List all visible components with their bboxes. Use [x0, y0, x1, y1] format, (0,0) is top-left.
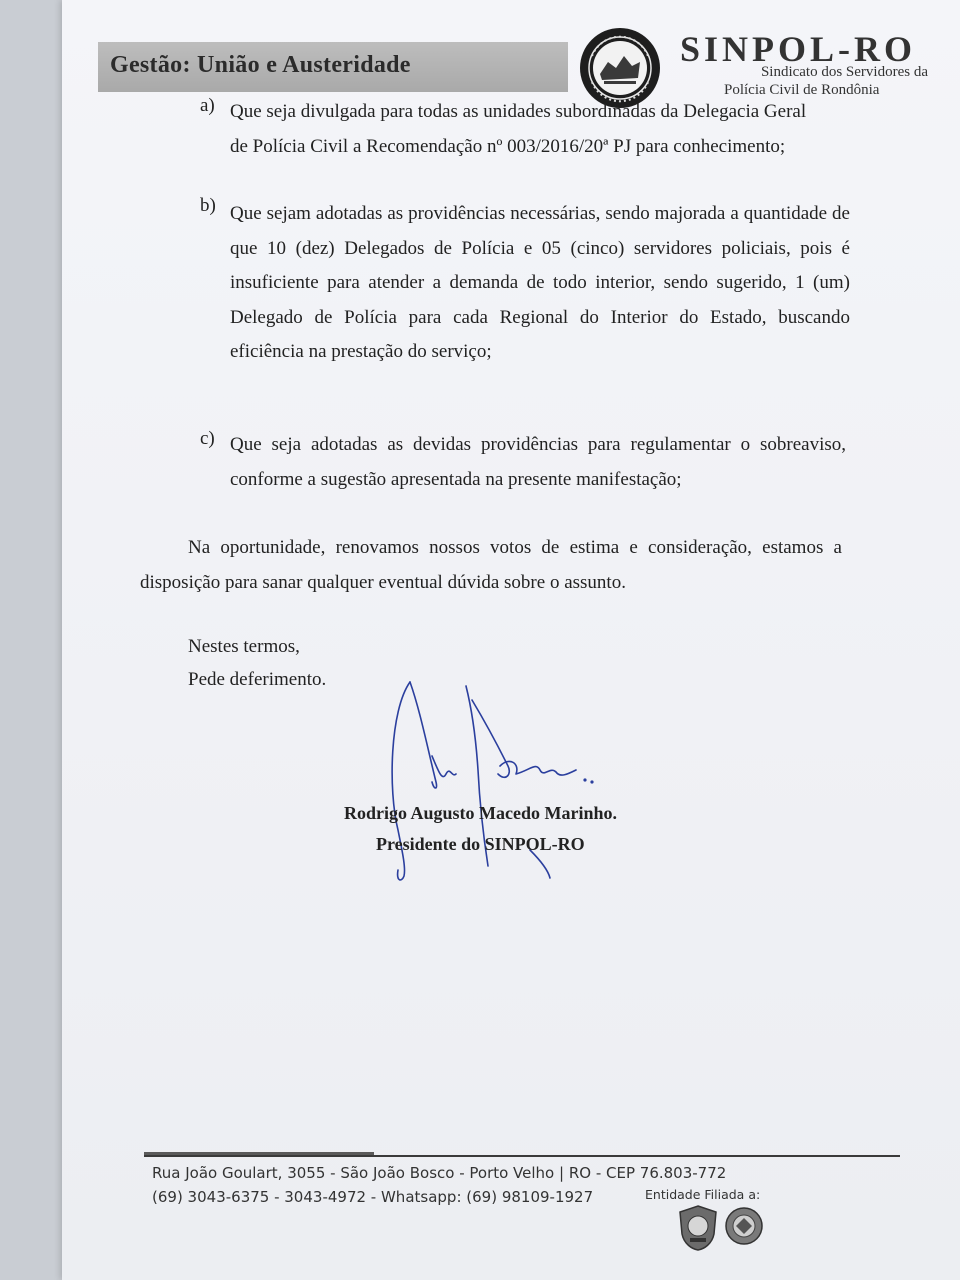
- item-a-line1: Que seja divulgada para todas as unidades subordinadas da Delegacia Geral: [230, 101, 807, 122]
- signatory-name: Rodrigo Augusto Macedo Marinho.: [344, 803, 618, 823]
- item-c-letter: c): [200, 428, 215, 449]
- item-a-letter: a): [200, 95, 215, 116]
- org-subtitle-line2: Polícia Civil de Rondônia: [724, 82, 880, 98]
- item-b-letter: b): [200, 195, 216, 216]
- org-subtitle: [724, 63, 928, 99]
- closing-line1: Nestes termos,: [188, 636, 300, 657]
- footer-phones: (69) 3043-6375 - 3043-4972 - Whatsapp: (69) 98109-1927: [152, 1188, 594, 1206]
- footer-rule: [144, 1152, 900, 1158]
- affiliated-badge-icon: [676, 1204, 720, 1252]
- signatory-title: Presidente do SINPOL-RO: [376, 834, 585, 854]
- org-name: SINPOL-RO: [680, 29, 917, 69]
- footer-affiliated-label: Entidade Filiada a:: [645, 1187, 761, 1202]
- closing-line2: Pede deferimento.: [188, 669, 327, 690]
- affiliated-seal-icon: [722, 1204, 766, 1252]
- item-c-text: Que seja adotadas as devidas providências para regulamentar o sobreaviso, conforme a sugestão apresentada na presente manifestação;: [230, 434, 846, 490]
- org-subtitle-line1: Sindicato dos Servidores da: [760, 64, 928, 80]
- closing-paragraph: Na oportunidade, renovamos nossos votos de estima e consideração, estamos a disposição para sanar qualquer eventual dúvida sobre o assunto.: [140, 537, 842, 593]
- item-b-text: Que sejam adotadas as providências necessárias, sendo majorada a quantidade de que 10 (dez) Delegados de Polícia e 05 (cinco) servidores policiais, pois é insuficiente para atender a demanda de todo interior, sendo sugerido, 1 (um) Delegado de Polícia para cada Regional do Interior do Estado, buscando eficiência na prestação do serviço;: [230, 203, 850, 362]
- footer-address: Rua João Goulart, 3055 - São João Bosco - Porto Velho | RO - CEP 76.803-772: [152, 1164, 727, 1182]
- item-a-line2: de Polícia Civil a Recomendação nº 003/2016/20ª PJ para conhecimento;: [230, 136, 786, 157]
- header-band-title: Gestão: União e Austeridade: [110, 52, 411, 78]
- handwritten-signature: [380, 670, 610, 890]
